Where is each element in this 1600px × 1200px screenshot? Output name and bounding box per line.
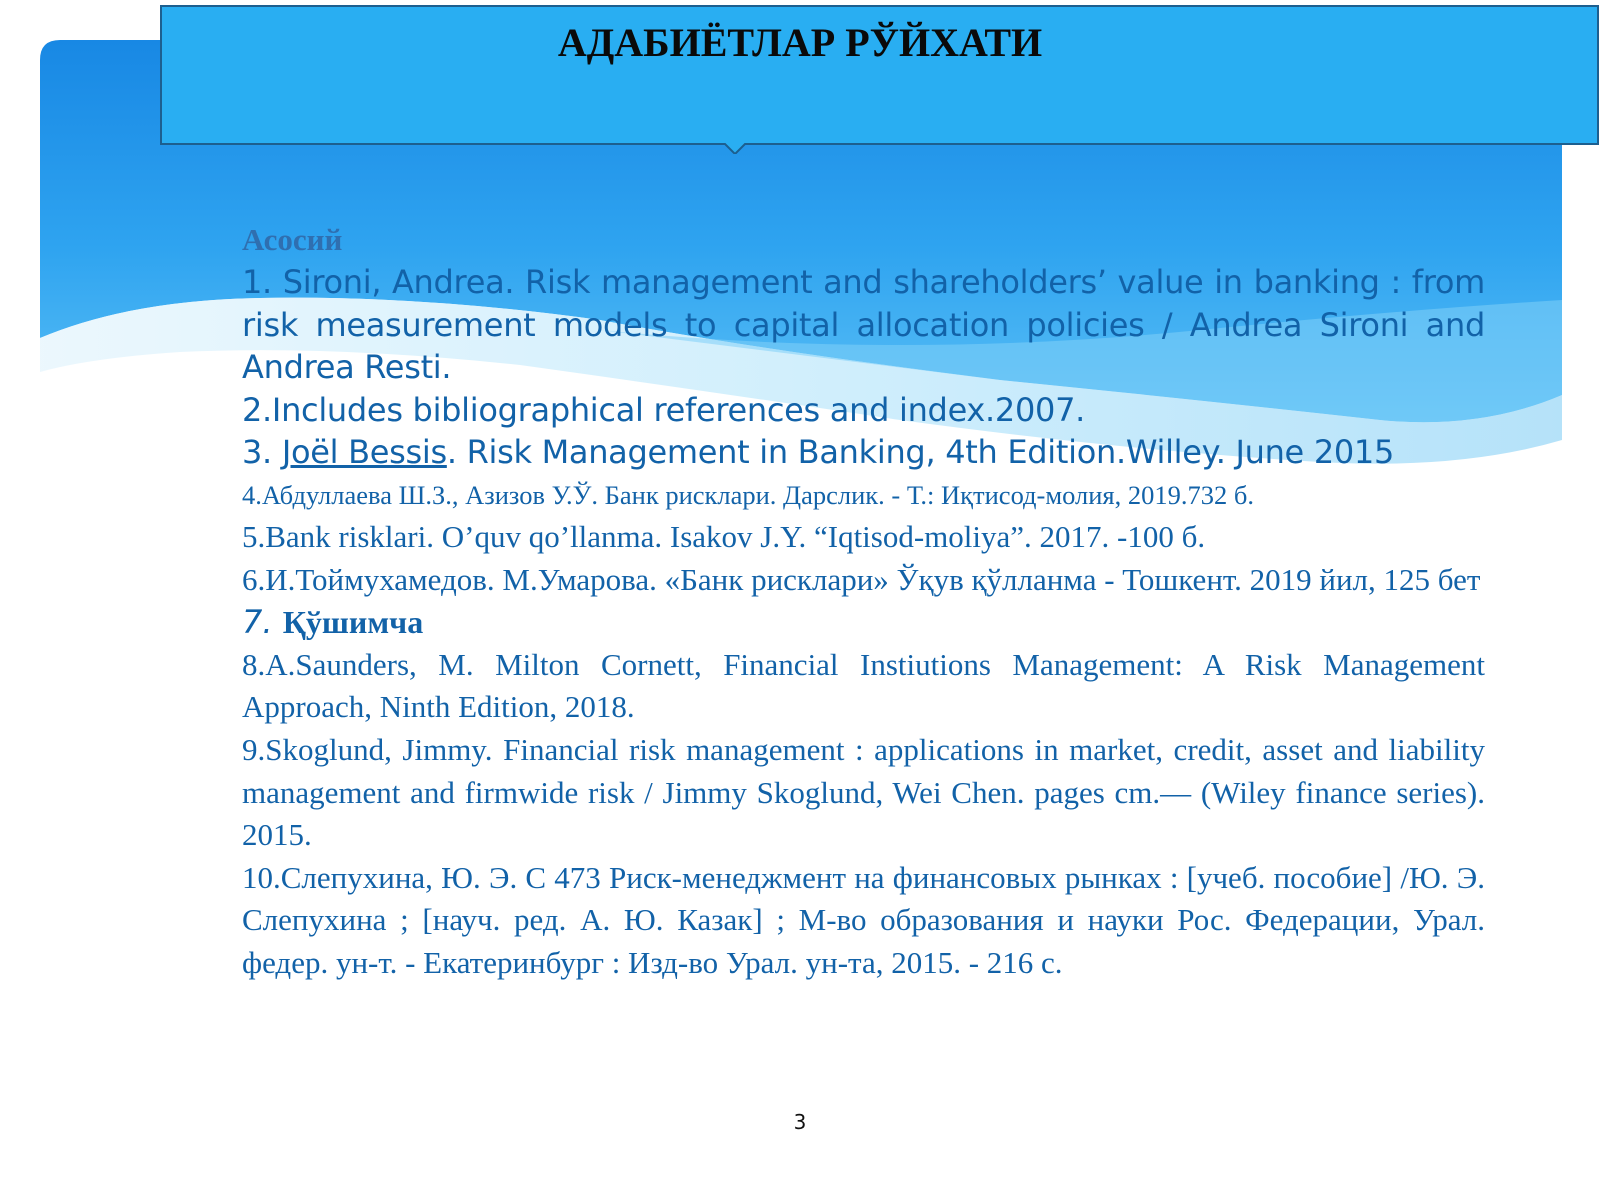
reference-item-2: 2.Includes bibliographical references and index.2007.	[242, 390, 1086, 429]
main-literature-heading: Асосий	[242, 222, 343, 257]
reference-item-6: 6.И.Тоймухамедов. М.Умарова. «Банк рисклари» Ўқув қўлланма - Тошкент. 2019 йил, 125 бет	[242, 561, 1481, 597]
page-number: 3	[793, 1110, 807, 1134]
slide-title: АДАБИЁТЛАР РЎЙХАТИ	[557, 20, 1043, 65]
reference-item-8: 8.A.Saunders, M. Milton Cornett, Financial Instiutions Management: A Risk Management Approach, Ninth Edition, 2018.	[242, 646, 1485, 725]
additional-number: 7.	[242, 603, 283, 642]
reference-item-4: 4.Абдуллаева Ш.З., Азизов У.Ў. Банк рисклари. Дарслик. - Т.: Иқтисод-молия, 2019.732 б.	[242, 479, 1254, 510]
reference-item-3-rest: . Risk Management in Banking, 4th Edition.Willey. June 2015	[446, 433, 1395, 472]
reference-item-1: 1. Sironi, Andrea. Risk management and shareholders’ value in banking : from risk measurement models to capital allocation policies / Andrea Sironi and Andrea Resti.	[242, 263, 1485, 387]
author-link-joel-bessis[interactable]: Joël Bessis	[281, 433, 447, 472]
reference-list	[242, 219, 1485, 985]
reference-item-10: 10.Слепухина, Ю. Э. С 473 Риск-менеджмент на финансовых рынках : [учеб. пособие] /Ю. Э. Слепухина ; [науч. ред. А. Ю. Казак] ; М-во образования и науки Рос. Федерации, Урал. федер. ун-т. - Екатеринбург : Изд-во Урал. ун-та, 2015. - 216 с.	[242, 859, 1485, 980]
reference-item-5: 5.Bank risklari. O’quv qo’llanma. Isakov J.Y. “Iqtisod-moliya”. 2017. -100 б.	[242, 518, 1206, 554]
reference-item-9: 9.Skoglund, Jimmy. Financial risk management : applications in market, credit, asset and liability management and firmwide risk / Jimmy Skoglund, Wei Chen. pages cm.— (Wiley finance series). 2015.	[242, 731, 1485, 853]
reference-item-3	[242, 431, 1485, 474]
reference-item-3-prefix: 3.	[242, 433, 282, 472]
additional-literature-heading	[242, 601, 1485, 644]
additional-heading-text: Қўшимча	[282, 604, 424, 641]
